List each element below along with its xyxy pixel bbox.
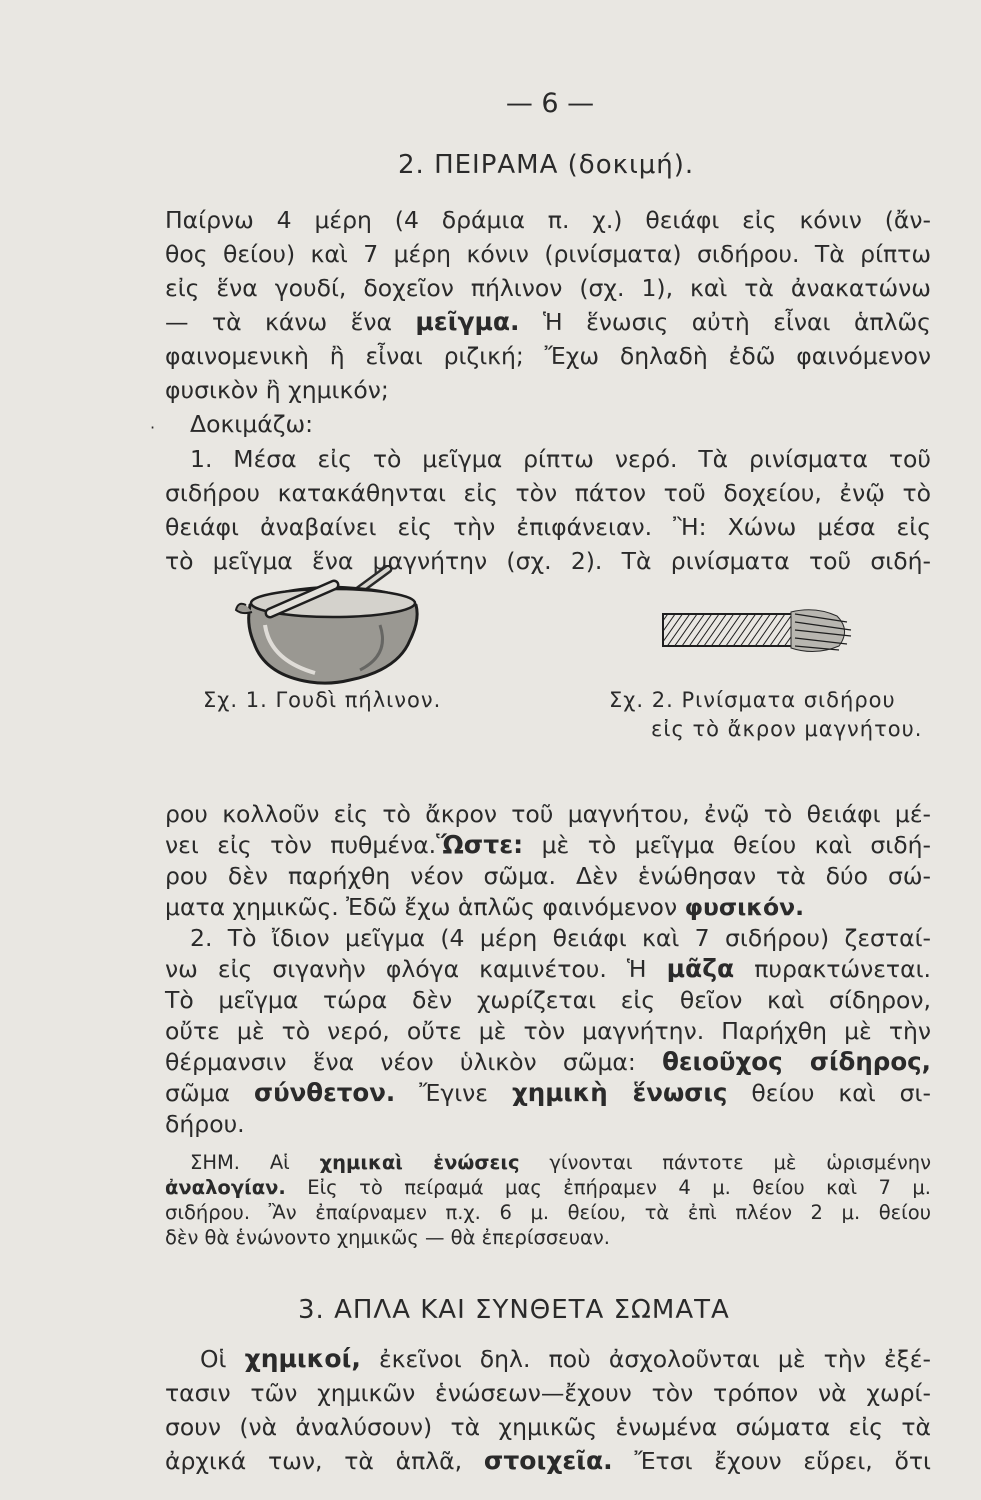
magnet-filings-figure: [655, 600, 855, 662]
text-line: νω εἰς σιγανὴν φλόγα καμινέτου. Ἡ μᾶζα πυρακτώνεται.: [165, 954, 931, 983]
text-line: Δοκιμάζω:: [190, 410, 314, 438]
text-line: σιδήρου κατακάθηνται εἰς τὸν πάτον τοῦ δοχείου, ἐνῷ τὸ: [165, 479, 931, 507]
section-2-heading: 2. ΠΕΙΡΑΜΑ (δοκιμή).: [398, 150, 695, 180]
text-line: — τὰ κάνω ἕνα μεῖγμα. Ἡ ἕνωσις αὐτὴ εἶναι ἁπλῶς: [165, 307, 931, 336]
text-line: ρου κολλοῦν εἰς τὸ ἄκρον τοῦ μαγνήτου, ἐνῷ τὸ θειάφι μέ-: [165, 800, 931, 828]
mortar-figure: [230, 565, 430, 690]
text-line: σουν (νὰ ἀναλύσουν) τὰ χημικῶς ἑνωμένα σώματα εἰς τὰ: [165, 1413, 931, 1441]
text-line: σῶμα σύνθετον. Ἔγινε χημικὴ ἕνωσις θείου καὶ σι-: [165, 1078, 931, 1107]
text-line: θειάφι ἀναβαίνει εἰς τὴν ἐπιφάνειαν. Ἢ: Χώνω μέσα εἰς: [165, 513, 931, 541]
text-line: εἰς ἕνα γουδί, δοχεῖον πήλινον (σχ. 1), καὶ τὰ ἀνακατώνω: [165, 274, 931, 302]
text-line: φυσικὸν ἢ χημικόν;: [165, 376, 389, 404]
figure-2-caption-line2: εἰς τὸ ἄκρον μαγνήτου.: [651, 717, 923, 741]
text-line: Παίρνω 4 μέρη (4 δράμια π. χ.) θειάφι εἰς κόνιν (ἄν-: [165, 206, 931, 234]
note-line: δὲν θὰ ἑνώνοντο χημικῶς — θὰ ἐπερίσσευαν.: [165, 1226, 610, 1249]
margin-dot: ·: [150, 418, 156, 437]
note-line: σιδήρου. Ἂν ἐπαίρναμεν π.χ. 6 μ. θείου, τὰ ἐπὶ πλέον 2 μ. θείου: [165, 1201, 931, 1224]
section-3-heading: 3. ΑΠΛΑ ΚΑΙ ΣΥΝΘΕΤΑ ΣΩΜΑΤΑ: [298, 1295, 730, 1325]
page-number: — 6 —: [505, 88, 595, 119]
text-line: ματα χημικῶς. Ἐδῶ ἔχω ἁπλῶς φαινόμενον φυσικόν.: [165, 893, 805, 921]
text-line: νει εἰς τὸν πυθμένα.Ὥστε: μὲ τὸ μεῖγμα θείου καὶ σιδή-: [165, 830, 931, 859]
figure-2-caption: Σχ. 2. Ρινίσματα σιδήρου: [609, 688, 896, 712]
figure-1-caption: Σχ. 1. Γουδὶ πήλινον.: [203, 688, 442, 712]
text-line: τασιν τῶν χημικῶν ἑνώσεων—ἔχουν τὸν τρόπον νὰ χωρί-: [165, 1379, 931, 1407]
text-line: Τὸ μεῖγμα τώρα δὲν χωρίζεται εἰς θεῖον καὶ σίδηρον,: [165, 986, 931, 1014]
text-line: φαινομενικὴ ἢ εἶναι ριζική; Ἔχω δηλαδὴ ἐδῶ φαινόμενον: [165, 342, 931, 370]
text-line: δήρου.: [165, 1110, 245, 1138]
text-line: ρου δὲν παρήχθη νέον σῶμα. Δὲν ἑνώθησαν τὰ δύο σώ-: [165, 862, 931, 890]
text-line: θος θείου) καὶ 7 μέρη κόνιν (ρινίσματα) σιδήρου. Τὰ ρίπτω: [165, 240, 931, 268]
text-line: θέρμανσιν ἕνα νέον ὑλικὸν σῶμα: θειοῦχος σίδηρος,: [165, 1047, 931, 1076]
text-line: Οἱ χημικοί, ἐκεῖνοι δηλ. ποὺ ἀσχολοῦνται μὲ τὴν ἐξέ-: [200, 1344, 931, 1373]
note-line: ΣΗΜ. Αἱ χημικαὶ ἑνώσεις γίνονται πάντοτε μὲ ὡρισμένην: [190, 1151, 932, 1174]
text-line: τὸ μεῖγμα ἕνα μαγνήτην (σχ. 2). Τὰ ρινίσματα τοῦ σιδή-: [165, 547, 931, 575]
text-line: οὔτε μὲ τὸ νερό, οὔτε μὲ τὸν μαγνήτην. Παρήχθη μὲ τὴν: [165, 1017, 931, 1045]
text-line: ἀρχικά των, τὰ ἁπλᾶ, στοιχεῖα. Ἔτσι ἔχουν εὕρει, ὅτι: [165, 1446, 931, 1475]
note-line: ἀναλογίαν. Εἰς τὸ πείραμά μας ἐπήραμεν 4 μ. θείου καὶ 7 μ.: [165, 1176, 931, 1199]
text-line: 1. Μέσα εἰς τὸ μεῖγμα ρίπτω νερό. Τὰ ρινίσματα τοῦ: [190, 445, 931, 473]
text-line: 2. Τὸ ἴδιον μεῖγμα (4 μέρη θειάφι καὶ 7 σιδήρου) ζεσταί-: [190, 924, 931, 952]
